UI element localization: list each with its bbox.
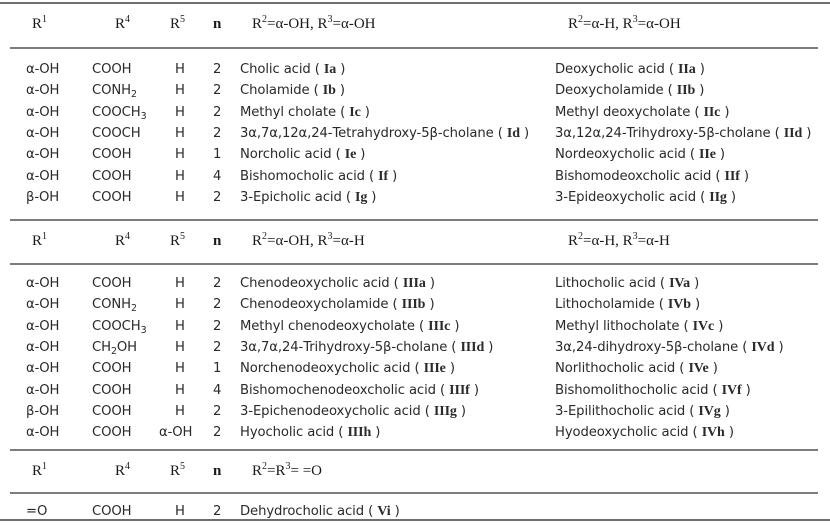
cell-n: 2 <box>213 276 222 291</box>
paren-close: ) <box>695 83 705 99</box>
compound-a <box>240 82 345 100</box>
cell-r4: COOH <box>92 189 132 205</box>
cell-r5: H <box>175 361 185 377</box>
paren-close: ) <box>388 168 398 184</box>
cell-r4: COOH <box>92 168 132 184</box>
compound-code: IVc <box>692 318 715 334</box>
compound-code: Ig <box>354 189 368 205</box>
paren-open: ( <box>309 83 323 99</box>
cell-r4: COOH <box>92 504 132 519</box>
cell-r5: H <box>175 276 185 291</box>
compound-code: IIIb <box>401 297 426 313</box>
compound-code: If <box>378 168 389 184</box>
compound-code: IVh <box>701 425 725 441</box>
paren-close: ) <box>425 297 435 313</box>
compound-code: IVd <box>751 339 775 355</box>
paren-open: ( <box>310 62 324 77</box>
compound-a <box>240 503 400 521</box>
compound-code: IVe <box>688 361 709 377</box>
paren-close: ) <box>720 104 730 120</box>
paren-open: ( <box>435 382 450 398</box>
cell-r5: H <box>175 168 185 184</box>
paren-open: ( <box>388 297 402 313</box>
paren-close: ) <box>708 361 718 377</box>
paren-close: ) <box>690 297 701 313</box>
cell-r1: =O <box>26 504 48 519</box>
compound-name: Hyodeoxycholic acid <box>555 425 689 441</box>
cell-r1: α-OH <box>26 339 60 355</box>
compound-b <box>555 360 718 378</box>
paren-open: ( <box>685 403 699 419</box>
cell-n: 1 <box>213 147 222 163</box>
compound-name: Lithocholic acid <box>555 276 656 291</box>
cell-n: 2 <box>213 189 222 205</box>
compound-code: IIa <box>678 62 696 77</box>
compound-b <box>555 403 730 421</box>
section-rule-3-top <box>10 449 818 451</box>
compound-code: IVf <box>721 382 742 398</box>
paren-open: ( <box>675 361 689 377</box>
compound-name: Hyocholic acid <box>240 425 335 441</box>
compound-code: IIf <box>724 168 740 184</box>
paren-open: ( <box>663 83 677 99</box>
compound-name: 3α,24-dihydroxy-5β-cholane <box>555 339 739 355</box>
compound-name: Bishomocholic acid <box>240 168 365 184</box>
cell-r1: α-OH <box>26 83 60 99</box>
cell-r5: H <box>175 189 185 205</box>
paren-close: ) <box>724 425 734 441</box>
paren-close: ) <box>390 504 400 519</box>
compound-code: IIb <box>676 83 696 99</box>
compound-a <box>240 146 365 164</box>
paren-close: ) <box>371 425 381 441</box>
compound-code: IIc <box>703 104 721 120</box>
compound-code: Ia <box>323 62 337 77</box>
paren-close: ) <box>450 318 460 334</box>
compound-code: IIIe <box>423 361 446 377</box>
cell-n: 2 <box>213 104 222 120</box>
compound-b <box>555 61 705 79</box>
compound-code: IIIa <box>402 276 426 291</box>
cell-r5: H <box>175 318 185 334</box>
column-header-r4: $R^4$ <box>115 231 131 249</box>
compound-name: Methyl chenodeoxycholate <box>240 318 415 334</box>
cell-r4: COOH <box>92 361 132 377</box>
compound-name: 3α,7α,24-Trihydroxy-5β-cholane <box>240 339 448 355</box>
compound-name: Dehydrocholic acid <box>240 504 365 519</box>
cell-r4: $COOCH_3$ <box>92 104 147 122</box>
compound-name: 3-Epideoxycholic acid <box>555 189 696 205</box>
cell-n: 1 <box>213 361 222 377</box>
cell-r4: COOH <box>92 147 132 163</box>
paren-close: ) <box>360 104 370 120</box>
compound-name: Chenodeoxycholamide <box>240 297 389 313</box>
compound-name: Cholamide <box>240 83 310 99</box>
cell-r4: $COOCH_3$ <box>92 318 147 336</box>
cell-r1: α-OH <box>26 425 60 441</box>
compound-b <box>555 168 749 186</box>
paren-close: ) <box>714 318 724 334</box>
compound-b <box>555 104 729 122</box>
section-rule-2-top <box>10 219 818 221</box>
paren-close: ) <box>519 125 530 141</box>
paren-close: ) <box>726 189 736 205</box>
compound-code: IVa <box>669 276 691 291</box>
compound-a <box>240 296 435 314</box>
cell-r5: H <box>175 83 185 99</box>
compound-name: Lithocholamide <box>555 297 655 313</box>
cell-r4: COOH <box>92 276 132 291</box>
cell-r5: H <box>175 297 185 313</box>
cell-r5: H <box>175 62 185 77</box>
paren-open: ( <box>334 425 348 441</box>
cell-r1: α-OH <box>26 104 60 120</box>
cell-n: 2 <box>213 318 222 334</box>
compound-code: IIIh <box>347 425 372 441</box>
column-header-group-a: $R^2=\alpha-OH$, $R^3=\alpha-H$ <box>252 231 365 249</box>
cell-r1: β-OH <box>26 403 60 419</box>
column-header-r1: $R^1$ <box>32 14 48 32</box>
compound-name: 3-Epichenodeoxycholic acid <box>240 403 421 419</box>
compound-a <box>240 61 345 79</box>
cell-r1: β-OH <box>26 189 60 205</box>
paren-open: ( <box>493 125 507 141</box>
cell-n: 2 <box>213 297 222 313</box>
compound-code: IVb <box>667 297 691 313</box>
compound-b <box>555 296 700 314</box>
cell-r1: α-OH <box>26 297 60 313</box>
paren-close: ) <box>335 83 345 99</box>
compound-b <box>555 146 725 164</box>
column-header-r4: $R^4$ <box>115 14 131 32</box>
compound-name: Methyl cholate <box>240 104 336 120</box>
paren-close: ) <box>445 361 455 377</box>
compound-name: Bishomodeoxcholic acid <box>555 168 712 184</box>
paren-close: ) <box>690 276 700 291</box>
compound-name: Norchenodeoxycholic acid <box>240 361 411 377</box>
compound-b <box>555 189 736 207</box>
compound-name: Deoxycholamide <box>555 83 664 99</box>
compound-b <box>555 424 734 442</box>
compound-b <box>555 339 784 357</box>
cell-n: 2 <box>213 83 222 99</box>
column-header-group-a: $R^2=R^3= =O$ <box>252 461 322 479</box>
compound-a <box>240 403 466 421</box>
paren-open: ( <box>770 125 784 141</box>
cell-r1: α-OH <box>26 382 60 398</box>
cell-r4: COOCH <box>92 125 141 141</box>
paren-open: ( <box>655 276 670 291</box>
cell-r5: H <box>175 125 185 141</box>
paren-open: ( <box>685 147 700 163</box>
compound-b <box>555 382 751 400</box>
compound-code: IIIg <box>433 403 457 419</box>
cell-n: 2 <box>213 504 222 519</box>
paren-open: ( <box>711 168 725 184</box>
column-header-r1: $R^1$ <box>32 231 48 249</box>
cell-n: 2 <box>213 125 222 141</box>
paren-open: ( <box>688 425 702 441</box>
paren-close: ) <box>356 147 366 163</box>
paren-open: ( <box>420 403 434 419</box>
compound-name: Chenodeoxycholic acid <box>240 276 390 291</box>
cell-r5: H <box>175 147 185 163</box>
compound-code: IId <box>783 125 803 141</box>
compound-a <box>240 168 397 186</box>
compound-a <box>240 360 455 378</box>
compound-code: IIg <box>709 189 727 205</box>
paren-open: ( <box>447 339 461 355</box>
column-header-r1: $R^1$ <box>32 461 48 479</box>
column-header-n: n <box>213 233 222 249</box>
cell-r4: COOH <box>92 425 132 441</box>
cell-n: 2 <box>213 425 222 441</box>
paren-close: ) <box>336 62 346 77</box>
compound-a <box>240 189 376 207</box>
paren-open: ( <box>690 104 704 120</box>
compound-name: Methyl lithocholate <box>555 318 680 334</box>
compound-b <box>555 125 811 143</box>
compound-name: Norlithocholic acid <box>555 361 676 377</box>
paren-open: ( <box>331 147 345 163</box>
compound-name: Cholic acid <box>240 62 311 77</box>
cell-r4: $CH_2OH$ <box>92 339 137 357</box>
paren-close: ) <box>456 403 466 419</box>
compound-code: Ib <box>322 83 336 99</box>
paren-open: ( <box>654 297 668 313</box>
paren-open: ( <box>364 168 379 184</box>
compound-name: Norcholic acid <box>240 147 332 163</box>
cell-r5: H <box>175 382 185 398</box>
paren-open: ( <box>336 104 350 120</box>
cell-r5: H <box>175 104 185 120</box>
cell-r4: $CONH_2$ <box>92 83 137 101</box>
compound-name: Bishomochenodeoxcholic acid <box>240 382 436 398</box>
paren-close: ) <box>469 382 479 398</box>
cell-r4: COOH <box>92 62 132 77</box>
compound-code: IIIc <box>428 318 451 334</box>
paren-open: ( <box>389 276 403 291</box>
compound-a <box>240 104 370 122</box>
cell-r5: α-OH <box>159 425 193 441</box>
cell-r5: H <box>175 403 185 419</box>
paren-close: ) <box>739 168 749 184</box>
compound-code: IIe <box>699 147 716 163</box>
compound-a <box>240 424 380 442</box>
compound-a <box>240 339 493 357</box>
cell-r1: α-OH <box>26 361 60 377</box>
cell-r1: α-OH <box>26 125 60 141</box>
cell-r5: H <box>175 504 185 519</box>
column-header-r5: $R^5$ <box>170 14 186 32</box>
paren-close: ) <box>720 403 730 419</box>
cell-r1: α-OH <box>26 318 60 334</box>
paren-open: ( <box>364 504 378 519</box>
compound-code: Vi <box>377 504 391 519</box>
compound-name: 3-Epicholic acid <box>240 189 342 205</box>
column-header-r5: $R^5$ <box>170 231 186 249</box>
paren-close: ) <box>695 62 705 77</box>
compound-a <box>240 125 529 143</box>
compound-a <box>240 275 435 293</box>
paren-open: ( <box>664 62 678 77</box>
compound-name: 3α,12α,24-Trihydroxy-5β-cholane <box>555 125 771 141</box>
column-header-r5: $R^5$ <box>170 461 186 479</box>
paren-open: ( <box>410 361 424 377</box>
compound-name: Nordeoxycholic acid <box>555 147 686 163</box>
compound-b <box>555 82 704 100</box>
compound-name: Deoxycholic acid <box>555 62 665 77</box>
cell-n: 2 <box>213 62 222 77</box>
paren-close: ) <box>715 147 725 163</box>
column-header-n: n <box>213 463 222 479</box>
cell-r4: $CONH_2$ <box>92 297 137 315</box>
compound-code: Ic <box>349 104 361 120</box>
column-header-r4: $R^4$ <box>115 461 131 479</box>
compound-a <box>240 318 459 336</box>
paren-close: ) <box>425 276 435 291</box>
column-header-group-b: $R^2=\alpha-H$, $R^3=\alpha-OH$ <box>568 14 681 32</box>
paren-close: ) <box>484 339 494 355</box>
header-rule-3 <box>10 492 818 494</box>
cell-r1: α-OH <box>26 62 60 77</box>
table-top-rule <box>0 2 830 4</box>
column-header-group-a: $R^2=\alpha-OH$, $R^3=\alpha-OH$ <box>252 14 376 32</box>
compound-name: 3-Epilithocholic acid <box>555 403 686 419</box>
cell-r4: COOH <box>92 403 132 419</box>
paren-open: ( <box>679 318 693 334</box>
column-header-n: n <box>213 16 222 32</box>
compound-name: Methyl deoxycholate <box>555 104 691 120</box>
compound-code: IIIf <box>449 382 470 398</box>
column-header-group-b: $R^2=\alpha-H$, $R^3=\alpha-H$ <box>568 231 670 249</box>
compound-code: Id <box>506 125 520 141</box>
compound-code: Ie <box>344 147 357 163</box>
cell-n: 2 <box>213 339 222 355</box>
cell-r1: α-OH <box>26 168 60 184</box>
cell-n: 4 <box>213 382 222 398</box>
cell-r1: α-OH <box>26 147 60 163</box>
compound-a <box>240 382 479 400</box>
paren-open: ( <box>738 339 752 355</box>
cell-n: 4 <box>213 168 222 184</box>
paren-close: ) <box>741 382 751 398</box>
paren-close: ) <box>367 189 377 205</box>
compound-code: IVg <box>698 403 721 419</box>
compound-name: 3α,7α,12α,24-Tetrahydroxy-5β-cholane <box>240 125 494 141</box>
cell-r5: H <box>175 339 185 355</box>
paren-open: ( <box>708 382 722 398</box>
cell-r1: α-OH <box>26 276 60 291</box>
compound-b <box>555 275 699 293</box>
cell-n: 2 <box>213 403 222 419</box>
compound-name: Bishomolithocholic acid <box>555 382 709 398</box>
header-rule-1 <box>10 47 818 49</box>
cell-r4: COOH <box>92 382 132 398</box>
paren-open: ( <box>696 189 710 205</box>
compound-code: IIId <box>460 339 485 355</box>
paren-close: ) <box>774 339 784 355</box>
paren-close: ) <box>802 125 812 141</box>
paren-open: ( <box>341 189 355 205</box>
header-rule-2 <box>10 263 818 265</box>
compound-b <box>555 318 723 336</box>
paren-open: ( <box>414 318 429 334</box>
